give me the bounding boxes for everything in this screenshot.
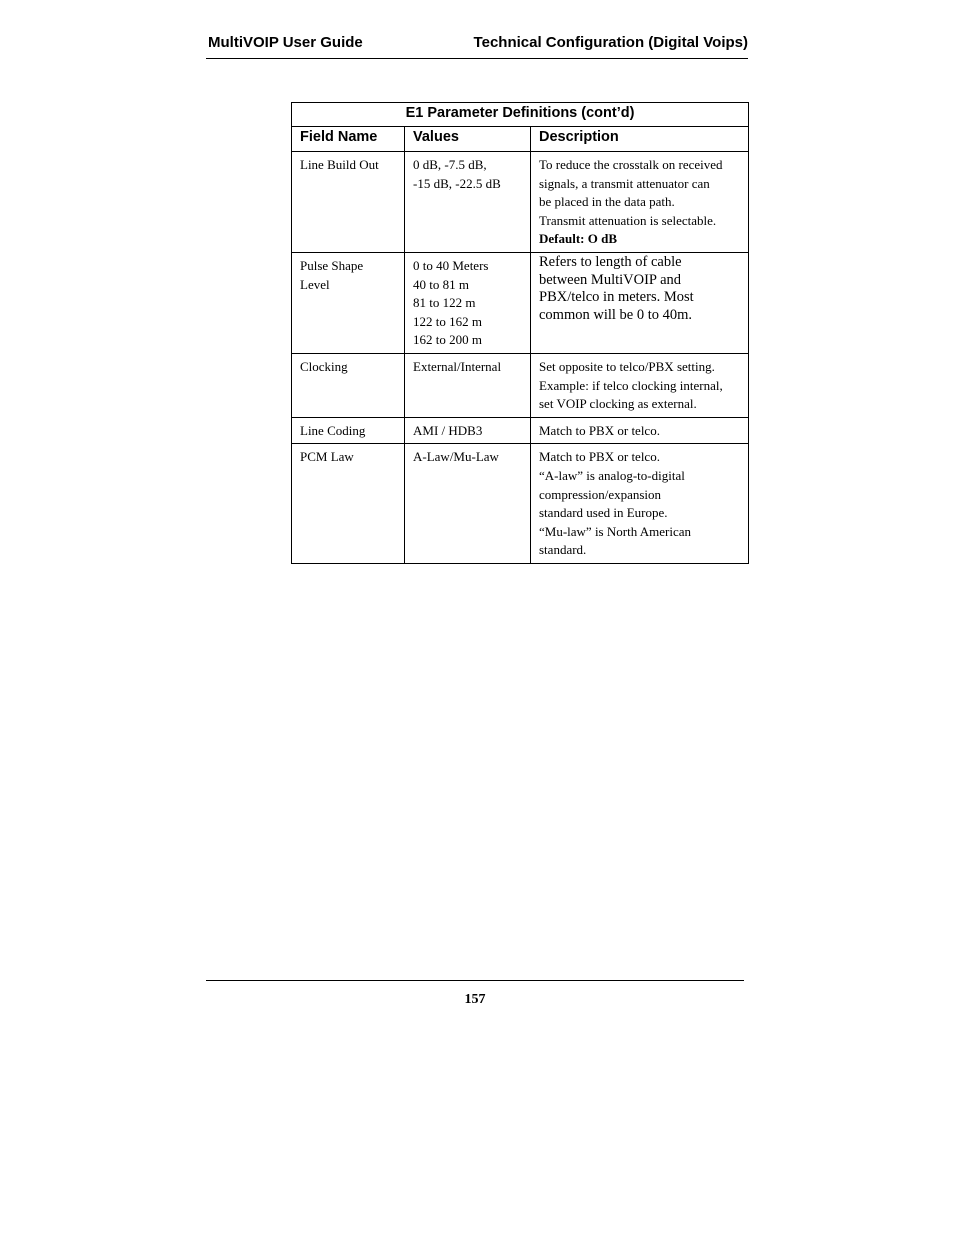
guide-title: MultiVOIP User Guide — [208, 34, 363, 51]
value-text: AMI / HDB3 — [413, 422, 483, 438]
table-row — [292, 152, 749, 253]
e1-parameter-table — [291, 102, 749, 564]
field-name-text: Line Build Out — [300, 157, 379, 172]
page-number: 157 — [464, 992, 486, 1007]
description-text: Match to PBX or telco. — [539, 422, 660, 438]
field-name-text: Level — [300, 276, 330, 292]
description-text: “Mu-law” is North American — [539, 523, 691, 539]
value-text: 122 to 162 m — [413, 313, 482, 329]
field-name-cell — [292, 417, 405, 444]
table-caption: E1 Parameter Definitions (cont’d) — [292, 103, 749, 127]
field-name-text: PCM Law — [300, 449, 354, 465]
field-name-text: Pulse Shape — [300, 257, 364, 273]
table-row — [292, 417, 749, 444]
value-text: 0 to 40 Meters — [413, 257, 489, 273]
description-cell — [531, 353, 749, 417]
values-cell — [405, 252, 531, 353]
field-name-cell — [292, 444, 405, 564]
description-text: To reduce the crosstalk on received — [539, 157, 723, 172]
page-header — [206, 33, 748, 59]
description-cell — [531, 417, 749, 444]
column-header-description: Description — [531, 127, 749, 152]
description-text: Set opposite to telco/PBX setting. — [539, 358, 715, 374]
value-text: 81 to 122 m — [413, 295, 476, 311]
description-text: standard. — [539, 542, 587, 558]
description-text: Refers to length of cable — [539, 253, 682, 270]
description-text: Example: if telco clocking internal, — [539, 377, 723, 393]
field-name-cell — [292, 152, 405, 253]
description-text: set VOIP clocking as external. — [539, 396, 697, 412]
values-cell — [405, 152, 531, 253]
value-text: 40 to 81 m — [413, 276, 469, 292]
description-cell — [531, 152, 749, 253]
value-text: 162 to 200 m — [413, 332, 482, 348]
table-row — [292, 252, 749, 353]
description-text: Transmit attenuation is selectable. — [539, 212, 717, 228]
description-text: common will be 0 to 40m. — [539, 306, 693, 323]
field-name-cell — [292, 252, 405, 353]
column-header-values: Values — [405, 127, 531, 152]
value-text: 0 dB, -7.5 dB, — [413, 157, 487, 172]
description-text: PBX/telco in meters. Most — [539, 289, 694, 306]
description-cell — [531, 444, 749, 564]
default-value-text: Default: O dB — [539, 231, 617, 247]
page-footer — [206, 980, 744, 1011]
description-cell — [531, 252, 749, 353]
values-cell — [405, 444, 531, 564]
field-name-text: Line Coding — [300, 422, 366, 438]
column-header-field-name: Field Name — [292, 127, 405, 152]
description-text: be placed in the data path. — [539, 194, 675, 210]
section-title: Technical Configuration (Digital Voips) — [473, 34, 748, 51]
table-row — [292, 353, 749, 417]
values-cell — [405, 353, 531, 417]
description-text: Match to PBX or telco. — [539, 449, 660, 465]
values-cell — [405, 417, 531, 444]
value-text: -15 dB, -22.5 dB — [413, 175, 501, 191]
field-name-text: Clocking — [300, 358, 348, 374]
description-text: standard used in Europe. — [539, 505, 668, 521]
description-text: signals, a transmit attenuator can — [539, 175, 710, 191]
value-text: A-Law/Mu-Law — [413, 449, 499, 465]
description-text: “A-law” is analog-to-digital — [539, 467, 685, 483]
field-name-cell — [292, 353, 405, 417]
description-text: compression/expansion — [539, 486, 662, 502]
table-row — [292, 444, 749, 564]
description-text: between MultiVOIP and — [539, 271, 682, 288]
value-text: External/Internal — [413, 358, 502, 374]
